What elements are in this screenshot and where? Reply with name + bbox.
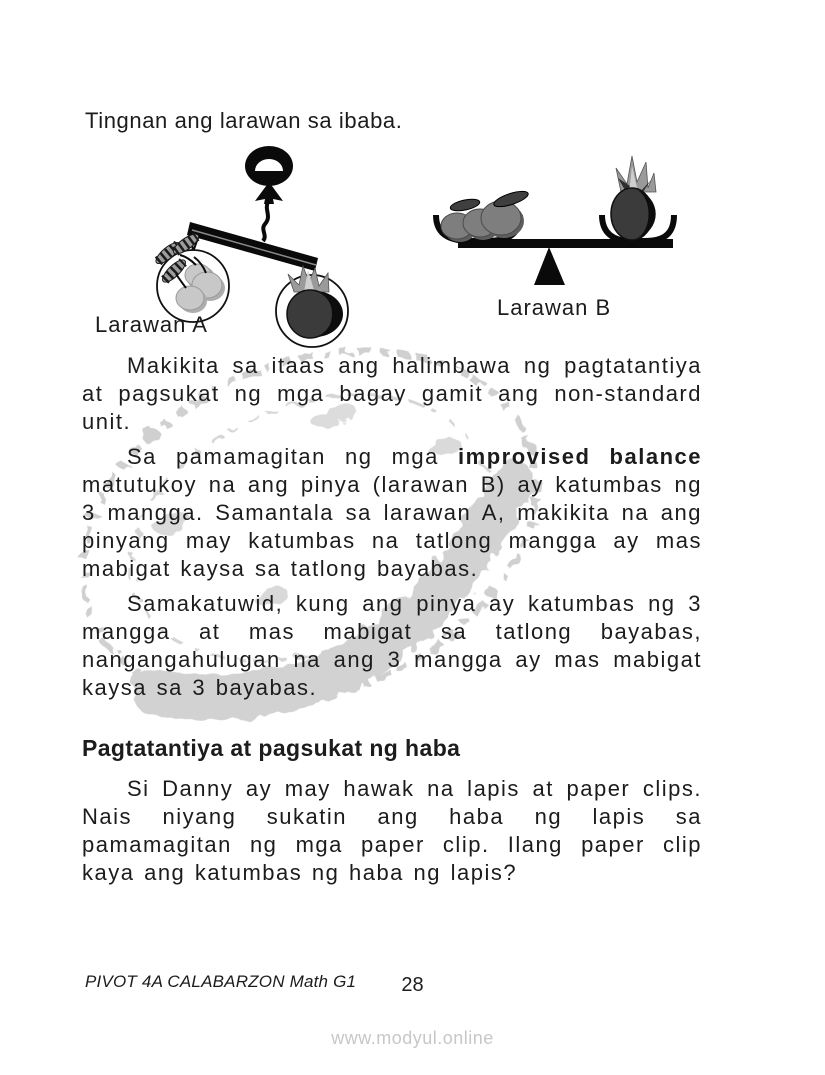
section-heading: Pagtatantiya at pagsukat ng haba	[82, 735, 461, 761]
pineapple-a-icon	[287, 266, 343, 338]
site-watermark: www.modyul.online	[331, 1028, 494, 1048]
paragraph-danny-pencil: Si Danny ay may hawak na lapis at paper clips. Nais niyang sukatin ang haba ng lapis sa pamamagitan ng mga paper clip. Ilang paper clip kaya ang katumbas ng haba ng lapis?	[82, 776, 702, 885]
figure-b-label: Larawan B	[497, 295, 612, 320]
pineapple-b-icon	[611, 156, 656, 240]
guava-pan	[153, 231, 229, 322]
body-text	[82, 352, 702, 894]
paragraph-non-standard-unit: Makikita sa itaas ang halimbawa ng pagtatantiya at pagsukat ng mga bagay gamit ang non-standard unit.	[82, 353, 702, 434]
paragraph-improvised-post: matutukoy na ang pinya (larawan B) ay katumbas ng 3 mangga. Samantala sa larawan A, makikita na ang pinyang may katumbas na tatlong mangga ay mas mabigat kaysa sa tatlong bayabas.	[82, 472, 702, 581]
balance-scale-b-illustration	[425, 148, 685, 318]
page-number: 28	[401, 974, 424, 996]
mango-group-icon	[441, 188, 530, 242]
hanging-ring-icon	[245, 146, 293, 241]
paragraph-improvised-balance	[82, 443, 702, 583]
mango-pan	[436, 188, 530, 242]
bold-improvised-balance: improvised balance	[458, 444, 702, 469]
paragraph-improvised-pre: Sa pamamagitan ng mga	[127, 444, 459, 469]
intro-text: Tingnan ang larawan sa ibaba.	[85, 108, 403, 133]
footer-book-title: PIVOT 4A CALABARZON Math G1	[85, 972, 357, 991]
paragraph-conclusion: Samakatuwid, kung ang pinya ay katumbas ng 3 mangga at mas mabigat sa tatlong bayabas, nangangahulugan na ang 3 mangga ay mas mabigat kaysa sa 3 bayabas.	[82, 591, 702, 700]
seesaw-beam	[458, 239, 673, 285]
pineapple-pan	[276, 266, 348, 347]
figure-a-label: Larawan A	[95, 312, 208, 337]
pineapple-pan-b	[602, 156, 674, 241]
fulcrum-triangle	[534, 247, 565, 285]
